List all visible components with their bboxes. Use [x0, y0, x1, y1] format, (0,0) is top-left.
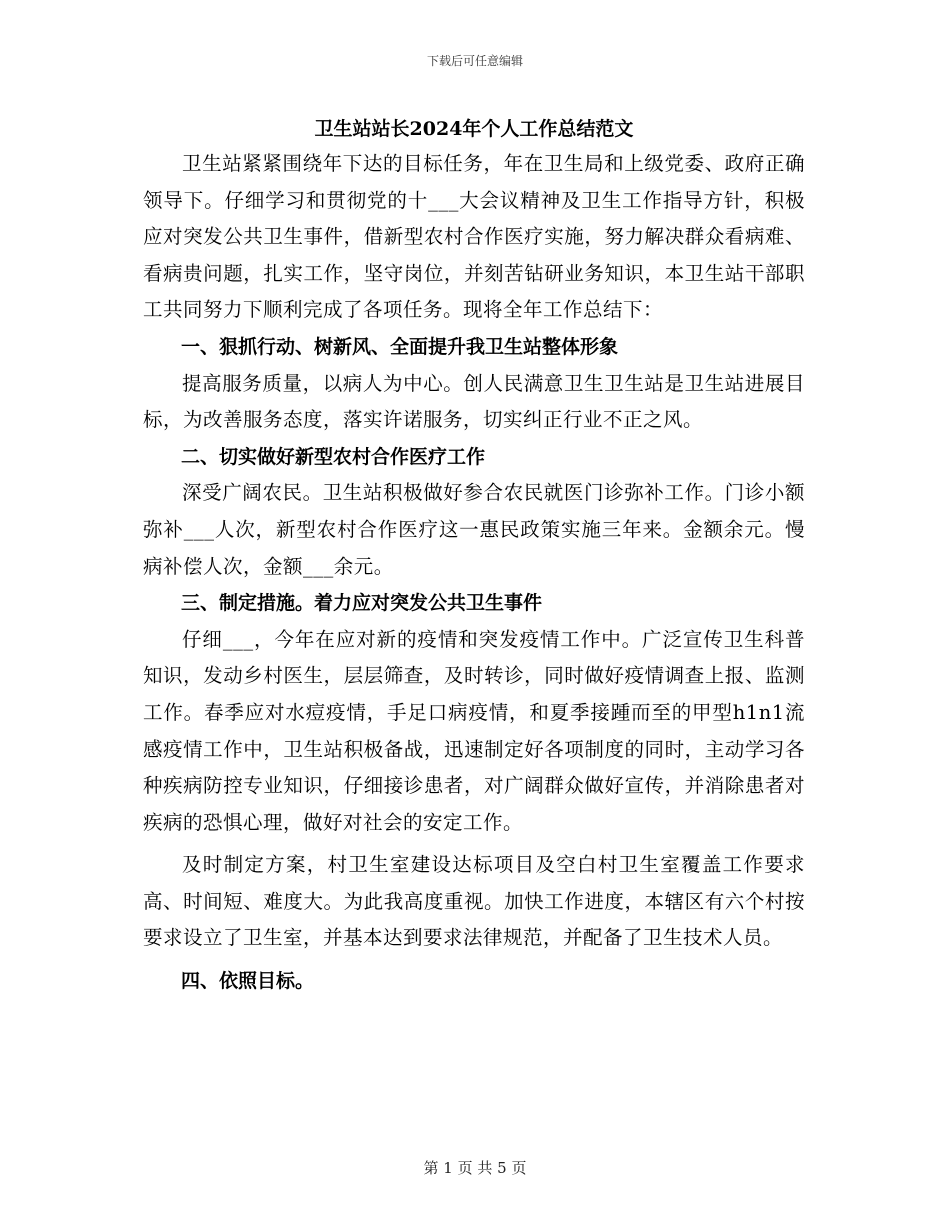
intro-paragraph: 卫生站紧紧围绕年下达的目标任务，年在卫生局和上级党委、政府正确领导下。仔细学习和贯彻党的十___大会议精神及卫生工作指导方针，积极应对突发公共卫生事件，借新型农村合作医疗实施，努力解决群众看病难、看病贵问题，扎实工作，坚守岗位，并刻苦钻研业务知识，本卫生站干部职工共同努力下顺利完成了各项任务。现将全年工作总结下：: [143, 152, 805, 322]
section-2-paragraph: 深受广阔农民。卫生站积极做好参合农民就医门诊弥补工作。门诊小额弥补___人次，新型农村合作医疗这一惠民政策实施三年来。金额余元。慢病补偿人次，金额___余元。: [143, 481, 805, 578]
section-3-paragraph-1: 仔细___，今年在应对新的疫情和突发疫情工作中。广泛宣传卫生科普知识，发动乡村医生，层层筛查，及时转诊，同时做好疫情调查上报、监测工作。春季应对水痘疫情，手足口病疫情，和夏季接踵而至的甲型h1n1流感疫情工作中，卫生站积极备战，迅速制定好各项制度的同时，主动学习各种疾病防控专业知识，仔细接诊患者，对广阔群众做好宣传，并消除患者对疾病的恐惧心理，做好对社会的安定工作。: [143, 627, 805, 834]
document-body: [143, 112, 805, 1000]
section-3-heading: 三、制定措施。着力应对突发公共卫生事件: [181, 592, 543, 615]
section-2-heading: 二、切实做好新型农村合作医疗工作: [181, 445, 486, 468]
page-header-note: 下载后可任意编辑: [426, 54, 523, 68]
section-1-heading: 一、狠抓行动、树新风、全面提升我卫生站整体形象: [181, 335, 619, 358]
page-number: 第 1 页 共 5 页: [423, 1159, 527, 1177]
document-title: 卫生站站长2024年个人工作总结范文: [314, 118, 634, 140]
section-1-paragraph: 提高服务质量，以病人为中心。创人民满意卫生卫生站是卫生站进展目标，为改善服务态度，落实许诺服务，切实纠正行业不正之风。: [143, 371, 805, 432]
section-3-paragraph-2: 及时制定方案，村卫生室建设达标项目及空白村卫生室覆盖工作要求高、时间短、难度大。为此我高度重视。加快工作进度，本辖区有六个村按要求设立了卫生室，并基本达到要求法律规范，并配备了卫生技术人员。: [143, 853, 805, 950]
section-4-heading: 四、依照目标。: [181, 970, 315, 993]
